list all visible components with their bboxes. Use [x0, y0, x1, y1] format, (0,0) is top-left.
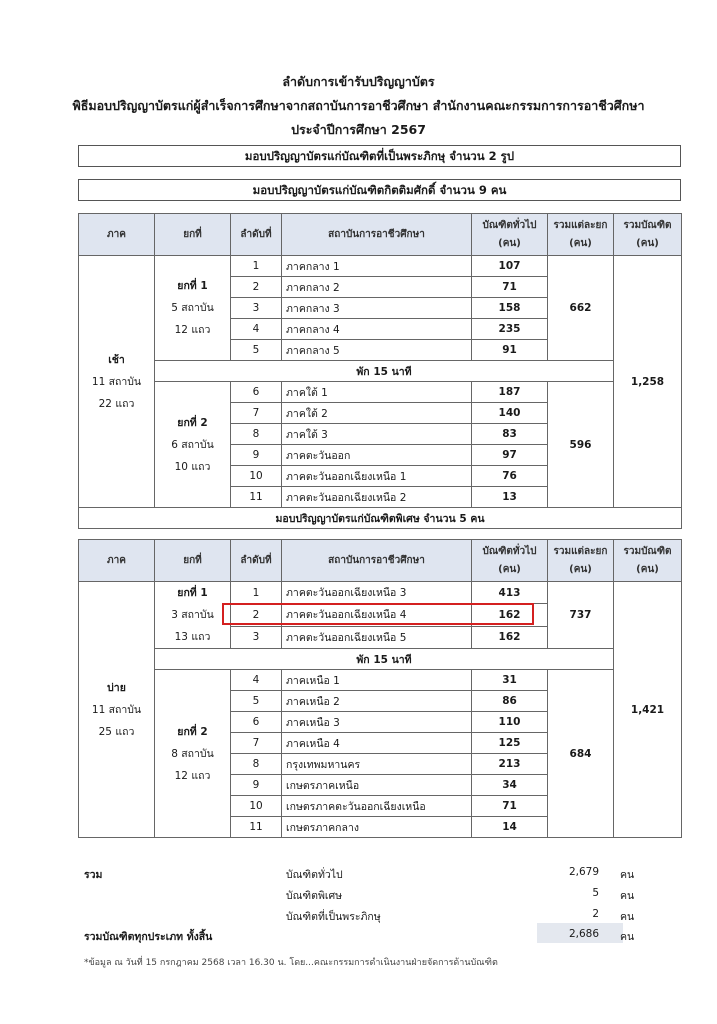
count-cell: 413	[472, 582, 548, 604]
table-row	[79, 382, 682, 403]
institute-cell: ภาคเหนือ 1	[282, 670, 472, 691]
count-cell: 91	[472, 340, 548, 361]
special-row	[79, 508, 682, 529]
count-cell: 97	[472, 445, 548, 466]
order-cell: 4	[231, 670, 282, 691]
order-cell: 7	[231, 403, 282, 424]
order-cell: 10	[231, 796, 282, 817]
institute-cell: เกษตรภาคกลาง	[282, 817, 472, 838]
order-cell: 10	[231, 466, 282, 487]
order-cell: 9	[231, 775, 282, 796]
table-row	[79, 670, 682, 691]
break-row	[79, 361, 682, 382]
afternoon-round2-cell: ยกที่ 2 8 สถาบัน 12 แถว	[155, 670, 231, 838]
order-cell: 7	[231, 733, 282, 754]
institute-cell: เกษตรภาคตะวันออกเฉียงเหนือ	[282, 796, 472, 817]
grand-total-label: รวมบัณฑิตทุกประเภท ทั้งสิ้น	[84, 931, 213, 943]
order-cell: 1	[231, 582, 282, 604]
institute-cell: เกษตรภาคเหนือ	[282, 775, 472, 796]
special-graduates-label: มอบปริญญาบัตรแก่บัณฑิตพิเศษ จำนวน 5 คน	[79, 508, 682, 529]
table-header-row	[79, 214, 682, 256]
col-total: รวมบัณฑิต (คน)	[614, 214, 682, 256]
order-cell: 4	[231, 319, 282, 340]
col-round: ยกที่	[155, 214, 231, 256]
institute-cell: ภาคกลาง 5	[282, 340, 472, 361]
institute-cell: ภาคตะวันออกเฉียงเหนือ 5	[282, 626, 472, 648]
summary-label: รวม	[84, 869, 103, 881]
order-cell: 2	[231, 277, 282, 298]
document-subtitle: พิธีมอบปริญญาบัตรแก่ผู้สำเร็จการศึกษาจากสถาบันการอาชีวศึกษา สำนักงานคณะกรรมการการอาชีวศึกษา	[72, 98, 645, 113]
highlight-box	[222, 603, 534, 625]
count-cell: 71	[472, 796, 548, 817]
institute-cell: ภาคเหนือ 2	[282, 691, 472, 712]
table-row	[79, 582, 682, 604]
count-cell: 34	[472, 775, 548, 796]
break-label: พัก 15 นาที	[155, 361, 614, 382]
monk-graduates-label: บัณฑิตที่เป็นพระภิกษุ	[286, 911, 381, 923]
morning-round1-cell: ยกที่ 1 5 สถาบัน 12 แถว	[155, 256, 231, 361]
general-graduates-label: บัณฑิตทั่วไป	[286, 869, 343, 881]
session-total-cell: 1,258	[614, 256, 682, 508]
count-cell: 140	[472, 403, 548, 424]
col-institute: สถาบันการอาชีวศึกษา	[282, 214, 472, 256]
count-cell: 110	[472, 712, 548, 733]
unit-label: คน	[620, 890, 635, 902]
count-cell: 71	[472, 277, 548, 298]
institute-cell: ภาคใต้ 1	[282, 382, 472, 403]
institute-cell: ภาคเหนือ 3	[282, 712, 472, 733]
col-total: รวมบัณฑิต (คน)	[614, 540, 682, 582]
institute-cell: ภาคตะวันออกเฉียงเหนือ 1	[282, 466, 472, 487]
round-sum-cell: 596	[548, 382, 614, 508]
order-cell: 5	[231, 340, 282, 361]
col-region: ภาค	[79, 214, 155, 256]
institute-cell: ภาคกลาง 1	[282, 256, 472, 277]
order-cell: 3	[231, 298, 282, 319]
count-cell: 162	[472, 604, 548, 626]
col-per-round: รวมแต่ละยก (คน)	[548, 540, 614, 582]
monk-graduates-value: 2	[592, 908, 599, 920]
count-cell: 187	[472, 382, 548, 403]
order-cell: 8	[231, 754, 282, 775]
afternoon-region-cell: บ่าย 11 สถาบัน 25 แถว	[79, 582, 155, 838]
count-cell: 86	[472, 691, 548, 712]
institute-cell: ภาคใต้ 2	[282, 403, 472, 424]
order-cell: 6	[231, 712, 282, 733]
col-per-round: รวมแต่ละยก (คน)	[548, 214, 614, 256]
institute-cell: ภาคเหนือ 4	[282, 733, 472, 754]
order-cell: 11	[231, 817, 282, 838]
break-row	[79, 649, 682, 670]
footnote: *ข้อมูล ณ วันที่ 15 กรกฎาคม 2568 เวลา 16.30 น. โดย...คณะกรรมการดำเนินงานฝ่ายจัดการด้านบัณฑิต	[84, 958, 498, 968]
institute-cell: กรุงเทพมหานคร	[282, 754, 472, 775]
morning-round2-cell: ยกที่ 2 6 สถาบัน 10 แถว	[155, 382, 231, 508]
unit-label: คน	[620, 869, 635, 881]
table-row	[79, 256, 682, 277]
count-cell: 162	[472, 626, 548, 648]
count-cell: 83	[472, 424, 548, 445]
unit-label: คน	[620, 931, 635, 943]
col-graduates: บัณฑิตทั่วไป (คน)	[472, 214, 548, 256]
institute-cell: ภาคตะวันออก	[282, 445, 472, 466]
institute-cell: ภาคตะวันออกเฉียงเหนือ 2	[282, 487, 472, 508]
count-cell: 125	[472, 733, 548, 754]
round-sum-cell: 737	[548, 582, 614, 649]
institute-cell: ภาคกลาง 4	[282, 319, 472, 340]
count-cell: 76	[472, 466, 548, 487]
monks-box: มอบปริญญาบัตรแก่บัณฑิตที่เป็นพระภิกษุ จำนวน 2 รูป	[78, 145, 681, 167]
col-order: ลำดับที่	[231, 540, 282, 582]
institute-cell: ภาคกลาง 3	[282, 298, 472, 319]
col-region: ภาค	[79, 540, 155, 582]
count-cell: 213	[472, 754, 548, 775]
order-cell: 11	[231, 487, 282, 508]
unit-label: คน	[620, 911, 635, 923]
count-cell: 158	[472, 298, 548, 319]
count-cell: 13	[472, 487, 548, 508]
order-cell: 2	[231, 604, 282, 626]
table-header-row	[79, 540, 682, 582]
order-cell: 5	[231, 691, 282, 712]
institute-cell: ภาคใต้ 3	[282, 424, 472, 445]
count-cell: 31	[472, 670, 548, 691]
session-total-cell: 1,421	[614, 582, 682, 838]
institute-cell: ภาคตะวันออกเฉียงเหนือ 3	[282, 582, 472, 604]
order-cell: 1	[231, 256, 282, 277]
col-institute: สถาบันการอาชีวศึกษา	[282, 540, 472, 582]
morning-region-cell: เช้า 11 สถาบัน 22 แถว	[79, 256, 155, 508]
order-cell: 3	[231, 626, 282, 648]
count-cell: 14	[472, 817, 548, 838]
general-graduates-value: 2,679	[568, 866, 599, 878]
grand-total-value: 2,686	[568, 928, 599, 940]
count-cell: 235	[472, 319, 548, 340]
afternoon-table	[78, 539, 682, 838]
col-order: ลำดับที่	[231, 214, 282, 256]
institute-cell: ภาคกลาง 2	[282, 277, 472, 298]
document-title: ลำดับการเข้ารับปริญญาบัตร	[282, 74, 435, 89]
special-graduates-label: บัณฑิตพิเศษ	[286, 890, 343, 902]
round-sum-cell: 684	[548, 670, 614, 838]
order-cell: 6	[231, 382, 282, 403]
honorary-box: มอบปริญญาบัตรแก่บัณฑิตกิตติมศักดิ์ จำนวน 9 คน	[78, 179, 681, 201]
count-cell: 107	[472, 256, 548, 277]
afternoon-round1-cell: ยกที่ 1 3 สถาบัน 13 แถว	[155, 582, 231, 649]
academic-year: ประจำปีการศึกษา 2567	[291, 122, 426, 137]
order-cell: 8	[231, 424, 282, 445]
institute-cell: ภาคตะวันออกเฉียงเหนือ 4	[282, 604, 472, 626]
break-label: พัก 15 นาที	[155, 649, 614, 670]
round-sum-cell: 662	[548, 256, 614, 361]
col-round: ยกที่	[155, 540, 231, 582]
order-cell: 9	[231, 445, 282, 466]
morning-table	[78, 213, 682, 529]
special-graduates-value: 5	[592, 887, 599, 899]
col-graduates: บัณฑิตทั่วไป (คน)	[472, 540, 548, 582]
